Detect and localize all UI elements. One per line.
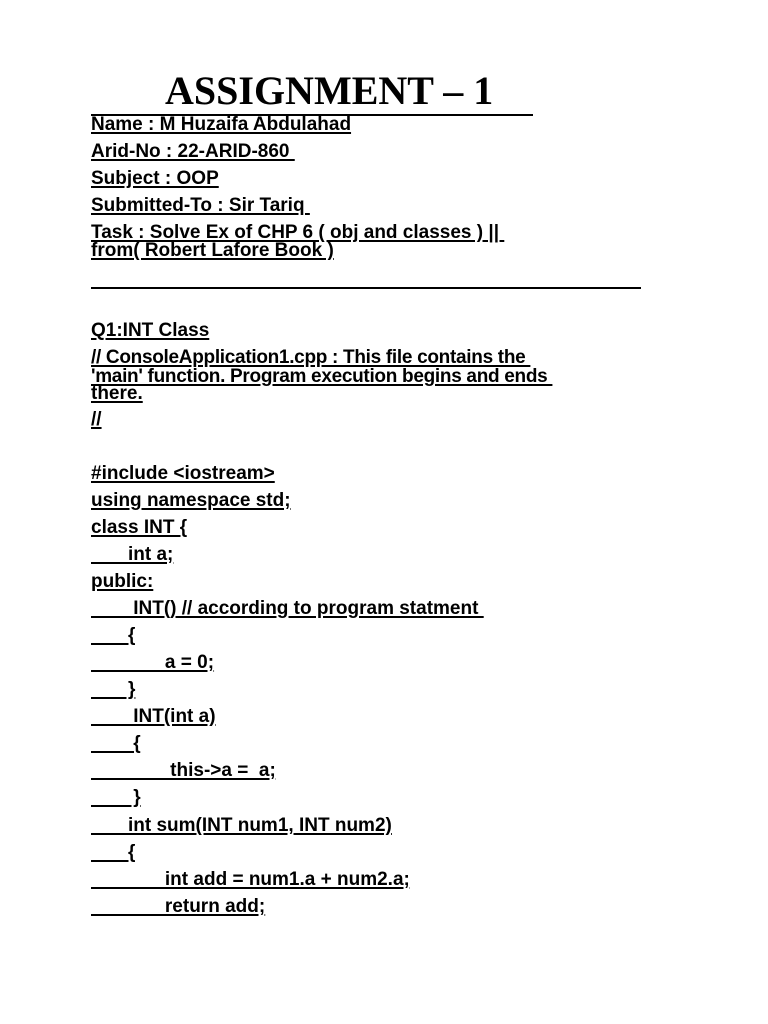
code-line: class INT { <box>91 517 188 538</box>
code-line: INT(int a) <box>91 706 216 727</box>
code-comment-line-2: 'main' function. Program execution begins and ends <box>91 366 553 387</box>
code-line: #include <iostream> <box>91 463 275 484</box>
code-line: } <box>91 787 141 808</box>
subject: Subject : OOP <box>91 168 219 189</box>
submitted-to: Submitted-To : Sir Tariq <box>91 195 310 216</box>
code-comment-line-4: // <box>91 409 102 430</box>
assignment-title-text: ASSIGNMENT – 1 <box>165 68 494 113</box>
code-line: { <box>91 842 136 863</box>
code-line: int a; <box>91 544 174 565</box>
task-line-2: from( Robert Lafore Book ) <box>91 240 334 261</box>
code-line: { <box>91 733 141 754</box>
code-line: int sum(INT num1, INT num2) <box>91 815 392 836</box>
code-line: using namespace std; <box>91 490 291 511</box>
code-comment-line-3: there. <box>91 383 143 404</box>
code-line: { <box>91 625 136 646</box>
task-line-1: Task : Solve Ex of CHP 6 ( obj and classes ) || <box>91 222 505 243</box>
code-line: public: <box>91 571 154 592</box>
section-divider <box>91 287 641 289</box>
code-comment-line-1: // ConsoleApplication1.cpp : This file contains the <box>91 347 531 368</box>
code-line: this->a = a; <box>91 760 276 781</box>
code-line: } <box>91 679 136 700</box>
assignment-title <box>91 68 533 116</box>
code-line: a = 0; <box>91 652 215 673</box>
question-heading: Q1:INT Class <box>91 320 210 341</box>
arid-number: Arid-No : 22-ARID-860 <box>91 141 295 162</box>
student-name: Name : M Huzaifa Abdulahad <box>91 114 352 135</box>
code-line: INT() // according to program statment <box>91 598 484 619</box>
code-line: return add; <box>91 896 266 917</box>
code-line: int add = num1.a + num2.a; <box>91 869 410 890</box>
